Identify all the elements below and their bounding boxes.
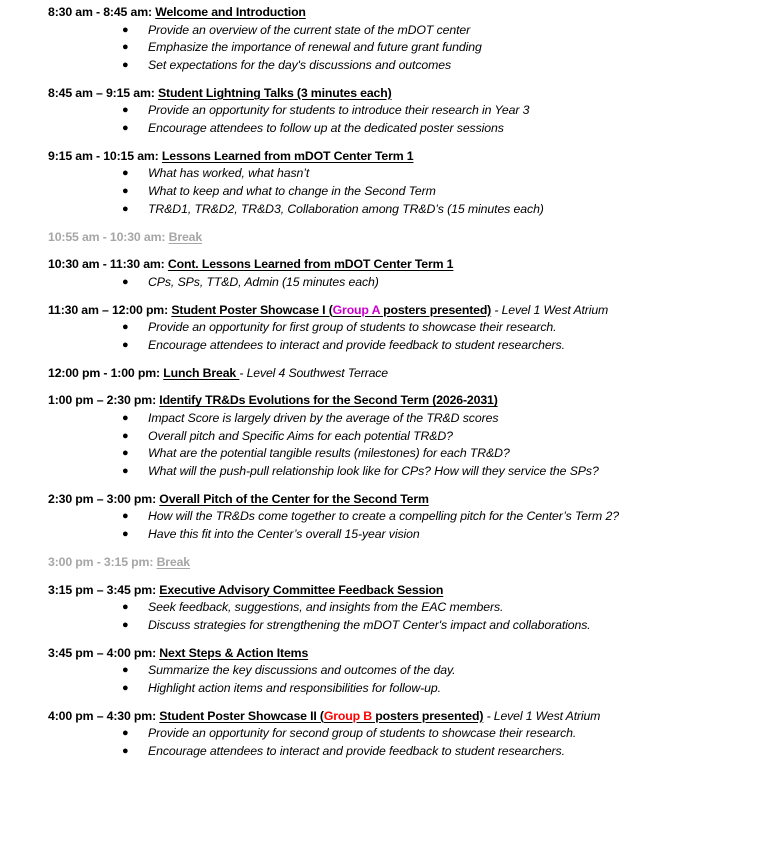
session-bullet-item	[0, 680, 768, 698]
session-time: 3:45 pm – 4:00 pm:	[48, 645, 157, 660]
bullet-text: Set expectations for the day's discussions and outcomes	[148, 58, 452, 73]
session-bullet-item	[0, 57, 768, 75]
session-group-label: Group A	[332, 302, 380, 317]
session-bullet-item	[0, 445, 768, 463]
bullet-dot-icon: ●	[122, 745, 129, 758]
session-title-pre: Student Poster Showcase I (	[171, 302, 333, 317]
bullet-dot-icon: ●	[122, 122, 129, 135]
session-heading	[0, 645, 768, 663]
bullet-text: Discuss strategies for strengthening the mDOT Center's impact and collaborations.	[148, 617, 591, 632]
session-bullet-item	[0, 617, 768, 635]
session-bullet-item	[0, 743, 768, 761]
bullet-dot-icon: ●	[122, 681, 129, 694]
bullet-dot-icon: ●	[122, 338, 129, 351]
session-time: 1:00 pm – 2:30 pm:	[48, 393, 157, 408]
bullet-text: What will the push-pull relationship look like for CPs? How will they service the SPs?	[148, 464, 599, 479]
bullet-dot-icon: ●	[122, 727, 129, 740]
session-bullet-item	[0, 526, 768, 544]
bullet-text: How will the TR&Ds come together to create a compelling pitch for the Center’s Term 2?	[148, 509, 619, 524]
bullet-text: Overall pitch and Specific Aims for each potential TR&D?	[148, 428, 453, 443]
bullet-dot-icon: ●	[122, 275, 129, 288]
bullet-dot-icon: ●	[122, 321, 129, 334]
session-bullet-list	[0, 410, 768, 481]
session-heading	[0, 365, 768, 383]
session-bullet-list	[0, 274, 768, 292]
session-time: 8:45 am – 9:15 am:	[48, 85, 155, 100]
session-heading	[0, 582, 768, 600]
bullet-dot-icon: ●	[122, 465, 129, 478]
bullet-text: Highlight action items and responsibilities for follow-up.	[148, 680, 441, 695]
bullet-dot-icon: ●	[122, 41, 129, 54]
session-title: Next Steps & Action Items	[159, 645, 309, 660]
session-bullet-list	[0, 725, 768, 761]
session-bullet-item	[0, 463, 768, 481]
bullet-dot-icon: ●	[122, 618, 129, 631]
session-bullet-item	[0, 599, 768, 617]
session-title: Executive Advisory Committee Feedback Session	[159, 582, 444, 597]
bullet-dot-icon: ●	[122, 664, 129, 677]
bullet-dot-icon: ●	[122, 411, 129, 424]
session-bullet-item	[0, 508, 768, 526]
session-time: 2:30 pm – 3:00 pm:	[48, 491, 157, 506]
session-title: Lessons Learned from mDOT Center Term 1	[161, 148, 414, 163]
bullet-text: What has worked, what hasn’t	[148, 166, 310, 181]
bullet-text: Provide an opportunity for students to introduce their research in Year 3	[148, 103, 530, 118]
bullet-dot-icon: ●	[122, 104, 129, 117]
bullet-text: Provide an opportunity for second group of students to showcase their research.	[148, 726, 577, 741]
session-time: 10:55 am - 10:30 am:	[48, 229, 166, 244]
session-title-pre: Student Poster Showcase II (	[159, 708, 324, 723]
session-time: 10:30 am - 11:30 am:	[48, 257, 165, 272]
session-title: Identify TR&Ds Evolutions for the Second Term (2026-2031)	[159, 393, 498, 408]
session-bullet-list	[0, 599, 768, 635]
session-bullet-item	[0, 662, 768, 680]
session-bullet-list	[0, 508, 768, 544]
session-bullet-item	[0, 201, 768, 219]
bullet-text: Provide an opportunity for first group of students to showcase their research.	[148, 320, 557, 335]
session-bullet-list	[0, 165, 768, 218]
bullet-text: Seek feedback, suggestions, and insights from the EAC members.	[148, 600, 504, 615]
bullet-text: Encourage attendees to follow up at the dedicated poster sessions	[148, 121, 504, 136]
session-bullet-item	[0, 102, 768, 120]
session-time: 11:30 am – 12:00 pm:	[48, 302, 169, 317]
agenda-session	[0, 554, 768, 572]
session-time: 8:30 am - 8:45 am:	[48, 5, 152, 19]
bullet-text: Provide an overview of the current state of the mDOT center	[148, 22, 471, 37]
session-title	[171, 303, 491, 317]
session-title: Lunch Break	[163, 365, 240, 380]
session-heading	[0, 229, 768, 247]
bullet-text: TR&D1, TR&D2, TR&D3, Collaboration among TR&D’s (15 minutes each)	[148, 202, 544, 217]
bullet-dot-icon: ●	[122, 510, 129, 523]
session-location: - Level 1 West Atrium	[483, 708, 601, 723]
session-title: Break	[168, 229, 203, 244]
agenda-session	[0, 365, 768, 383]
agenda-session	[0, 229, 768, 247]
session-heading	[0, 491, 768, 509]
agenda-session	[0, 256, 768, 291]
session-time: 9:15 am - 10:15 am:	[48, 148, 159, 163]
agenda-session	[0, 491, 768, 544]
session-title: Cont. Lessons Learned from mDOT Center Term 1	[167, 257, 454, 272]
session-bullet-list	[0, 662, 768, 698]
agenda-session	[0, 645, 768, 698]
session-time: 3:15 pm – 3:45 pm:	[48, 582, 157, 597]
bullet-text: What are the potential tangible results (milestones) for each TR&D?	[148, 446, 510, 461]
session-bullet-item	[0, 120, 768, 138]
session-heading	[0, 4, 768, 22]
session-bullet-item	[0, 22, 768, 40]
bullet-text: Summarize the key discussions and outcomes of the day.	[148, 663, 456, 678]
session-time: 4:00 pm – 4:30 pm:	[48, 708, 157, 723]
session-bullet-list	[0, 22, 768, 75]
session-title: Overall Pitch of the Center for the Second Term	[159, 491, 429, 506]
bullet-dot-icon: ●	[122, 185, 129, 198]
session-title-post: posters presented)	[379, 302, 492, 317]
session-heading	[0, 148, 768, 166]
bullet-dot-icon: ●	[122, 601, 129, 614]
session-location: - Level 1 West Atrium	[491, 302, 609, 317]
agenda-session	[0, 85, 768, 138]
bullet-dot-icon: ●	[122, 167, 129, 180]
session-title-post: posters presented)	[372, 708, 484, 723]
agenda-session	[0, 708, 768, 761]
session-heading	[0, 708, 768, 726]
bullet-text: Impact Score is largely driven by the average of the TR&D scores	[148, 410, 499, 425]
session-group-label: Group B	[323, 708, 373, 723]
bullet-text: Encourage attendees to interact and provide feedback to student researchers.	[148, 744, 565, 759]
bullet-text: Have this fit into the Center’s overall 15-year vision	[148, 527, 420, 542]
bullet-dot-icon: ●	[122, 203, 129, 216]
session-heading	[0, 392, 768, 410]
session-bullet-item	[0, 337, 768, 355]
session-bullet-item	[0, 410, 768, 428]
session-bullet-item	[0, 183, 768, 201]
session-title: Student Lightning Talks (3 minutes each)	[157, 85, 392, 100]
session-bullet-list	[0, 319, 768, 355]
session-bullet-item	[0, 725, 768, 743]
session-title: Break	[156, 555, 190, 570]
session-time: 12:00 pm - 1:00 pm:	[48, 365, 160, 380]
bullet-text: Encourage attendees to interact and provide feedback to student researchers.	[148, 337, 565, 352]
bullet-dot-icon: ●	[122, 429, 129, 442]
session-bullet-item	[0, 319, 768, 337]
bullet-dot-icon: ●	[122, 447, 129, 460]
agenda-session	[0, 392, 768, 481]
session-title: Welcome and Introduction	[155, 5, 306, 19]
bullet-dot-icon: ●	[122, 59, 129, 72]
session-heading	[0, 554, 768, 572]
session-bullet-item	[0, 39, 768, 57]
session-title	[159, 709, 483, 723]
session-bullet-item	[0, 428, 768, 446]
bullet-text: CPs, SPs, TT&D, Admin (15 minutes each)	[148, 274, 379, 289]
bullet-text: Emphasize the importance of renewal and future grant funding	[148, 40, 482, 55]
agenda-session	[0, 148, 768, 219]
session-heading	[0, 85, 768, 103]
session-time: 3:00 pm - 3:15 pm:	[48, 555, 154, 570]
bullet-dot-icon: ●	[122, 528, 129, 541]
session-bullet-item	[0, 165, 768, 183]
session-heading	[0, 256, 768, 274]
agenda-session	[0, 4, 768, 75]
bullet-dot-icon: ●	[122, 23, 129, 36]
bullet-text: What to keep and what to change in the Second Term	[148, 184, 436, 199]
session-location: - Level 4 Southwest Terrace	[239, 365, 388, 380]
session-heading	[0, 302, 768, 320]
session-bullet-item	[0, 274, 768, 292]
session-bullet-list	[0, 102, 768, 138]
agenda-session	[0, 302, 768, 355]
agenda-session	[0, 582, 768, 635]
